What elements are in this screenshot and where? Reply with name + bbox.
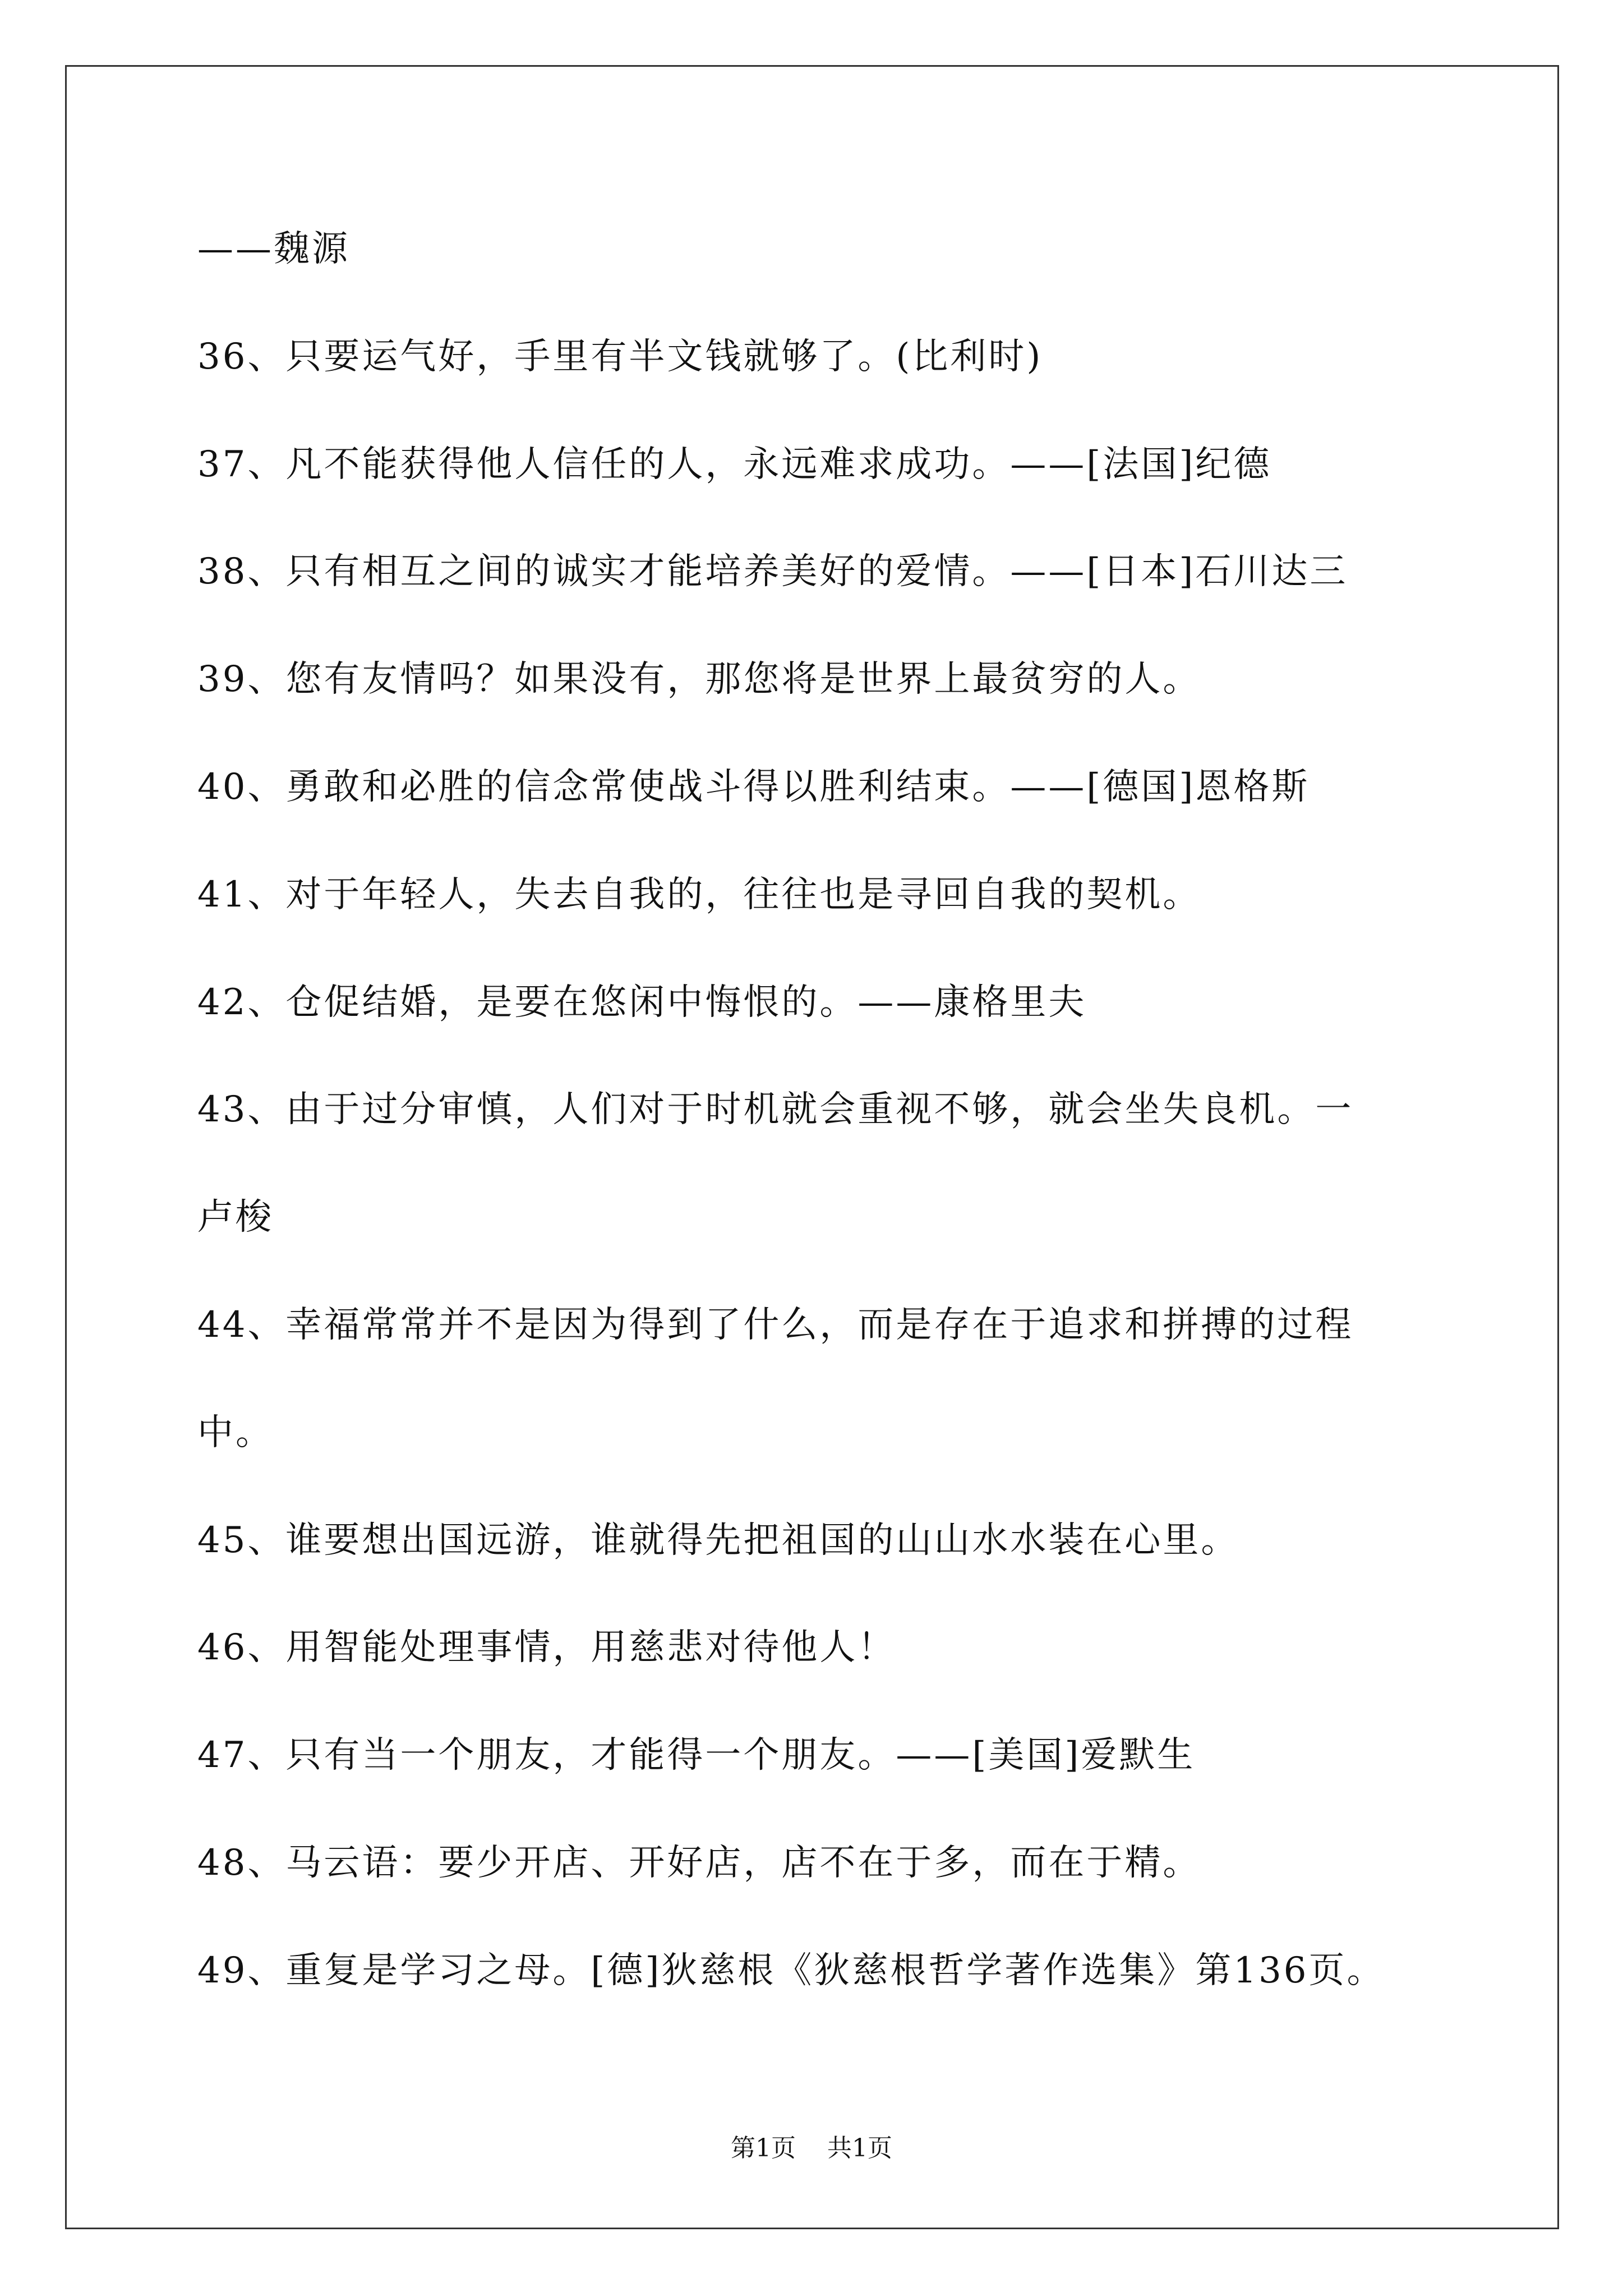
text-line: 中。 bbox=[197, 1412, 274, 1453]
text-line: ——魏源 bbox=[197, 228, 350, 270]
page-border bbox=[65, 65, 1559, 2229]
text-line: 37、凡不能获得他人信任的人，永远难求成功。——[法国]纪德 bbox=[197, 444, 1272, 485]
page-footer bbox=[0, 2136, 1623, 2161]
text-line: 48、马云语：要少开店、开好店，店不在于多，而在于精。 bbox=[197, 1842, 1201, 1884]
text-line: 45、谁要想出国远游，谁就得先把祖国的山山水水装在心里。 bbox=[197, 1520, 1239, 1561]
text-line: 43、由于过分审慎，人们对于时机就会重视不够，就会坐失良机。一 bbox=[197, 1089, 1354, 1130]
text-line: 41、对于年轻人，失去自我的，往往也是寻回自我的契机。 bbox=[197, 874, 1201, 915]
text-line: 42、仓促结婚，是要在悠闲中悔恨的。——康格里夫 bbox=[197, 982, 1087, 1023]
text-line: 38、只有相互之间的诚实才能培养美好的爱情。——[日本]石川达三 bbox=[197, 551, 1348, 592]
text-line: 44、幸福常常并不是因为得到了什么，而是存在于追求和拼搏的过程 bbox=[197, 1304, 1354, 1346]
page-number: 第1页 bbox=[731, 2134, 796, 2162]
text-line: 47、只有当一个朋友，才能得一个朋友。——[美国]爱默生 bbox=[197, 1734, 1196, 1776]
text-line: 卢梭 bbox=[197, 1197, 274, 1238]
text-line: 39、您有友情吗？如果没有，那您将是世界上最贫穷的人。 bbox=[197, 659, 1201, 700]
text-line: 40、勇敢和必胜的信念常使战斗得以胜利结束。——[德国]恩格斯 bbox=[197, 766, 1310, 808]
text-line: 49、重复是学习之母。[德]狄慈根《狄慈根哲学著作选集》第136页。 bbox=[197, 1950, 1385, 1991]
text-line: 46、用智能处理事情，用慈悲对待他人！ bbox=[197, 1627, 896, 1668]
page-total: 共1页 bbox=[827, 2134, 892, 2162]
text-line: 36、只要运气好，手里有半文钱就够了。(比利时) bbox=[197, 336, 1043, 378]
